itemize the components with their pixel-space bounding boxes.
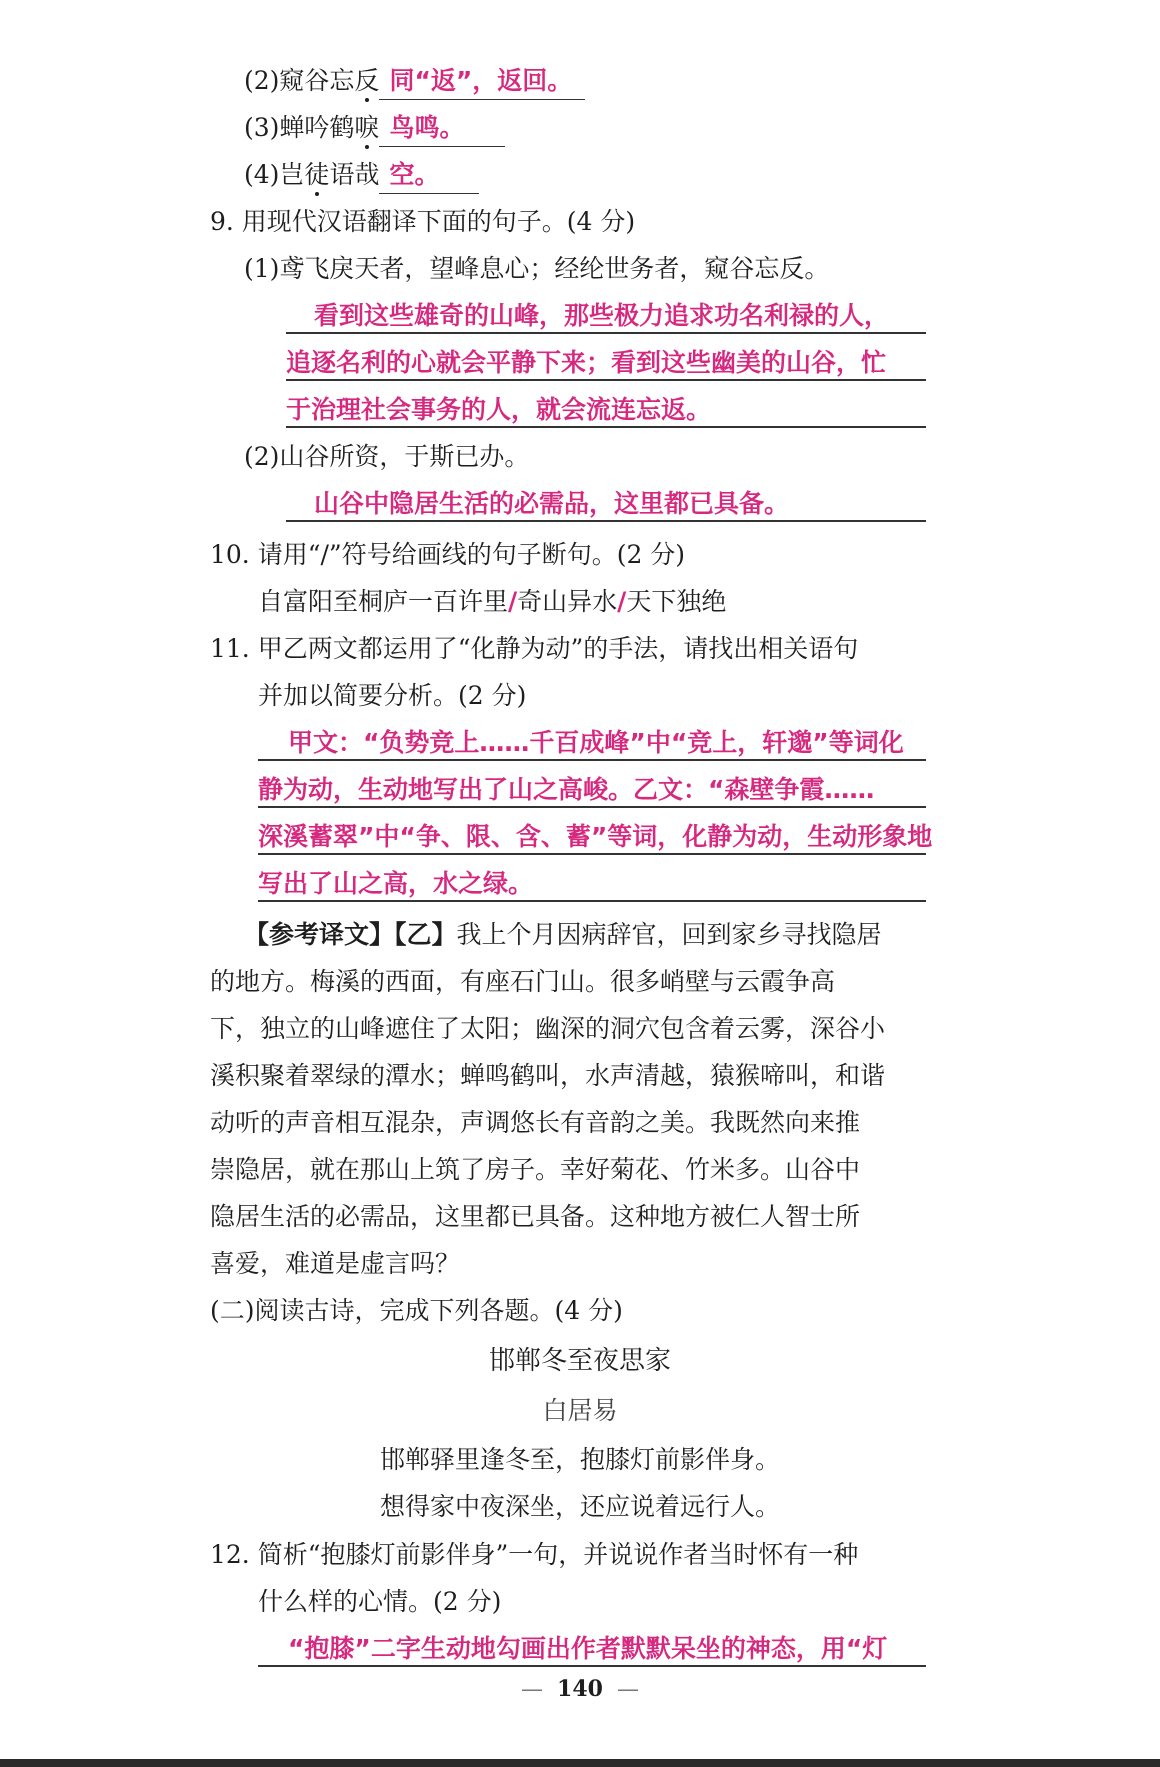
answer-rule (258, 900, 926, 902)
answer-rule (258, 806, 926, 808)
reference-translation-line: 崇隐居，就在那山上筑了房子。幸好菊花、竹米多。山谷中 (210, 1155, 861, 1184)
poem-line-2: 想得家中夜深坐，还应说着远行人。 (379, 1492, 780, 1521)
answer-rule (286, 379, 926, 381)
reference-translation-line: 溪积聚着翠绿的潭水；蝉鸣鹤叫，水声清越，猿猴啼叫，和谐 (210, 1061, 886, 1090)
q11-title-line-1: 11. 甲乙两文都运用了“化静为动”的手法，请找出相关语句 (210, 634, 859, 663)
reference-translation-line: 喜爱，难道是虚言吗？ (210, 1249, 461, 1278)
q9-answer-2: 山谷中隐居生活的必需品，这里都已具备。 (314, 489, 790, 518)
answer-blank: 同“返”，返回。 (379, 64, 585, 100)
section-2-title: (二)阅读古诗，完成下列各题。(4 分) (210, 1296, 623, 1325)
q8-item-4: (4)岂徒语哉 空。 (244, 158, 479, 194)
answer-blank: 鸟鸣。 (379, 111, 505, 147)
q12-title-line-2: 什么样的心情。(2 分) (258, 1587, 502, 1616)
q10-title: 10. 请用“/”符号给画线的句子断句。(2 分) (210, 540, 686, 569)
q11-answer-line-3: 深溪蓄翠”中“争、限、含、蓄”等词，化静为动，生动形象地 (258, 822, 933, 851)
q12-answer-line-1: “抱膝”二字生动地勾画出作者默默呆坐的神态，用“灯 (288, 1634, 888, 1663)
answer-rule (286, 332, 926, 334)
q8-item-2: (2)窥谷忘反 同“返”，返回。 (244, 64, 585, 100)
reference-translation-line: 下，独立的山峰遮住了太阳；幽深的洞穴包含着云雾，深谷小 (210, 1014, 886, 1043)
answer-rule (286, 426, 926, 428)
bottom-bar (0, 1759, 1160, 1767)
page-number: — 140 — (521, 1676, 639, 1702)
answer-rule (258, 759, 926, 761)
q9-sentence-2: (2)山谷所资，于斯已办。 (244, 442, 530, 471)
q9-sentence-1: (1)鸢飞戾天者，望峰息心；经纶世务者，窥谷忘反。 (244, 254, 830, 283)
q11-answer-line-4: 写出了山之高，水之绿。 (258, 869, 534, 898)
reference-translation-line-1: 【参考译文】【乙】我上个月因病辞官，回到家乡寻找隐居 (244, 920, 882, 949)
page-number-dash: — (602, 1677, 639, 1702)
q9-answer-1-line-3: 于治理社会事务的人，就会流连忘返。 (286, 395, 712, 424)
poem-title: 邯郸冬至夜思家 (488, 1346, 671, 1376)
q9-title: 9. 用现代汉语翻译下面的句子。(4 分) (210, 207, 636, 236)
q11-title-line-2: 并加以简要分析。(2 分) (258, 681, 527, 710)
reference-translation-line: 隐居生活的必需品，这里都已具备。这种地方被仁人智士所 (210, 1202, 861, 1231)
q12-title-line-1: 12. 简析“抱膝灯前影伴身”一句，并说说作者当时怀有一种 (210, 1540, 859, 1569)
q11-answer-line-2: 静为动，生动地写出了山之高峻。乙文：“森壁争霞…… (258, 775, 875, 804)
page-number-dash: — (521, 1677, 558, 1702)
reference-translation-line: 的地方。梅溪的西面，有座石门山。很多峭壁与云霞争高 (210, 967, 836, 996)
q9-answer-1-line-1: 看到这些雄奇的山峰，那些极力追求功名利禄的人， (314, 301, 890, 330)
slash-mark: / (508, 587, 518, 616)
answer-rule (286, 520, 926, 522)
reference-heading: 【参考译文】【乙】 (244, 920, 457, 949)
q11-answer-line-1: 甲文：“负势竞上……千百成峰”中“竞上，轩邈”等词化 (288, 728, 904, 757)
q8-item-3: (3)蝉吟鹤唳 鸟鸣。 (244, 111, 505, 147)
q10-sentence: 自富阳至桐庐一百许里/奇山异水/天下独绝 (258, 587, 727, 616)
slash-mark: / (617, 587, 627, 616)
answer-rule (258, 1665, 926, 1667)
poem-author: 白居易 (542, 1396, 618, 1425)
poem-line-1: 邯郸驿里逢冬至，抱膝灯前影伴身。 (379, 1445, 780, 1474)
answer-blank: 空。 (379, 158, 479, 194)
answer-rule (258, 853, 926, 855)
reference-translation-line: 动听的声音相互混杂，声调悠长有音韵之美。我既然向来推 (210, 1108, 861, 1137)
q9-answer-1-line-2: 追逐名利的心就会平静下来；看到这些幽美的山谷，忙 (286, 348, 887, 377)
